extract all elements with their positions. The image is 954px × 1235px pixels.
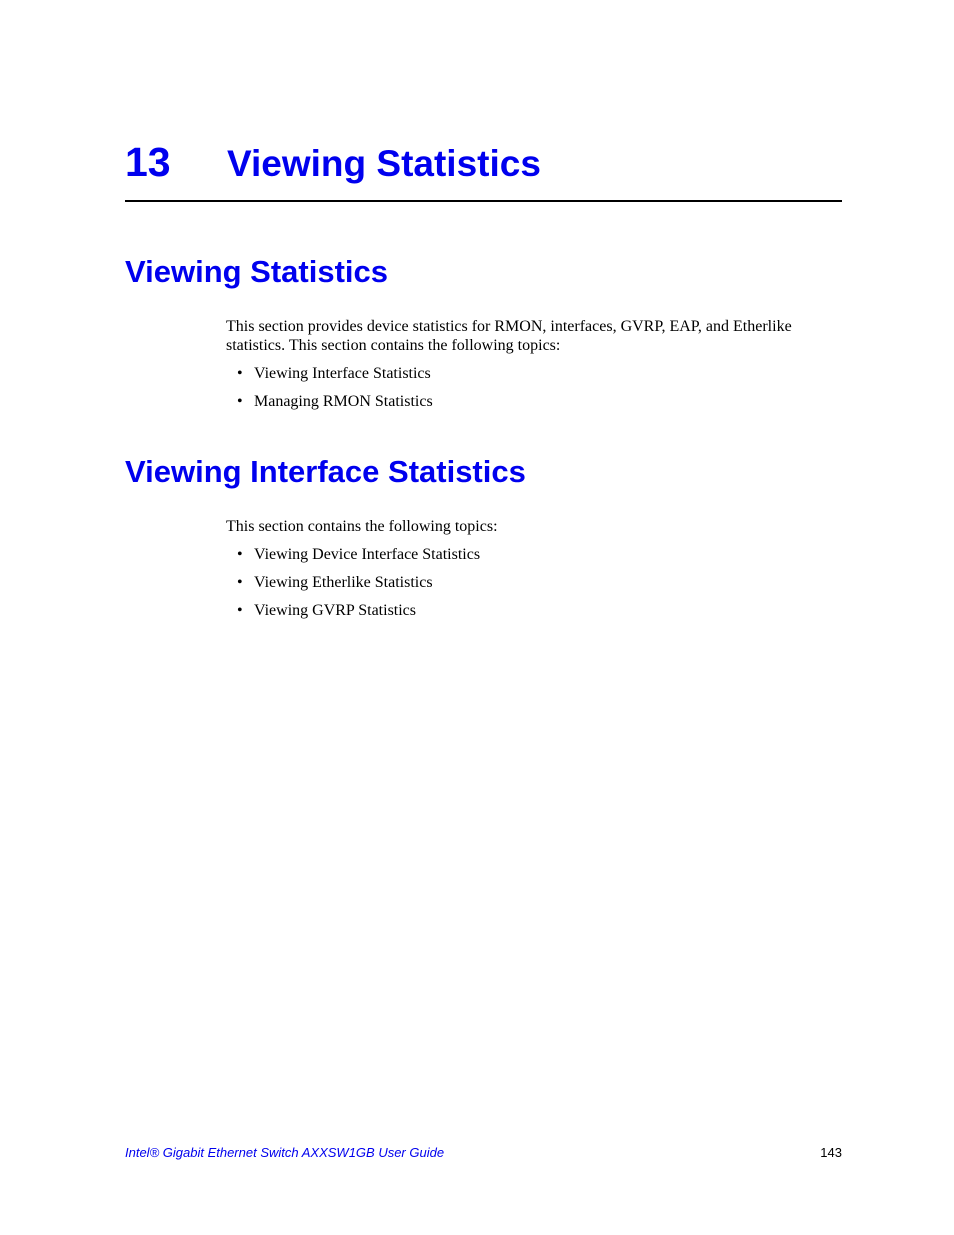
chapter-heading xyxy=(125,140,842,202)
topic-link-viewing-etherlike-statistics[interactable]: Viewing Etherlike Statistics xyxy=(254,574,433,591)
section-title-viewing-interface-statistics: Viewing Interface Statistics xyxy=(125,454,526,489)
list-item xyxy=(226,545,480,573)
section-intro-viewing-interface-statistics: This section contains the following topics: xyxy=(226,518,498,535)
section-intro-viewing-statistics: This section provides device statistics for RMON, interfaces, GVRP, EAP, and Etherlike statistics. This section contains the following topics: xyxy=(226,318,792,354)
topic-link-viewing-device-interface-statistics[interactable]: Viewing Device Interface Statistics xyxy=(254,546,481,563)
page-number: 143 xyxy=(820,1145,842,1160)
bullet-icon: • xyxy=(237,365,243,382)
chapter-title: Viewing Statistics xyxy=(227,143,541,184)
list-item xyxy=(226,364,433,392)
topic-list-viewing-statistics xyxy=(226,364,433,420)
topic-link-viewing-gvrp-statistics[interactable]: Viewing GVRP Statistics xyxy=(254,602,417,619)
list-item xyxy=(226,573,480,601)
section-title-viewing-statistics: Viewing Statistics xyxy=(125,254,389,289)
bullet-icon: • xyxy=(237,574,243,591)
list-item xyxy=(226,392,433,420)
bullet-icon: • xyxy=(237,546,243,563)
bullet-icon: • xyxy=(237,393,243,410)
topic-list-viewing-interface-statistics xyxy=(226,545,480,629)
footer-title: Intel® Gigabit Ethernet Switch AXXSW1GB User Guide xyxy=(125,1145,445,1160)
topic-link-managing-rmon-statistics[interactable]: Managing RMON Statistics xyxy=(254,393,433,410)
bullet-icon: • xyxy=(237,602,243,619)
list-item xyxy=(226,601,480,629)
chapter-number: 13 xyxy=(125,139,171,185)
topic-link-viewing-interface-statistics[interactable]: Viewing Interface Statistics xyxy=(254,365,431,382)
